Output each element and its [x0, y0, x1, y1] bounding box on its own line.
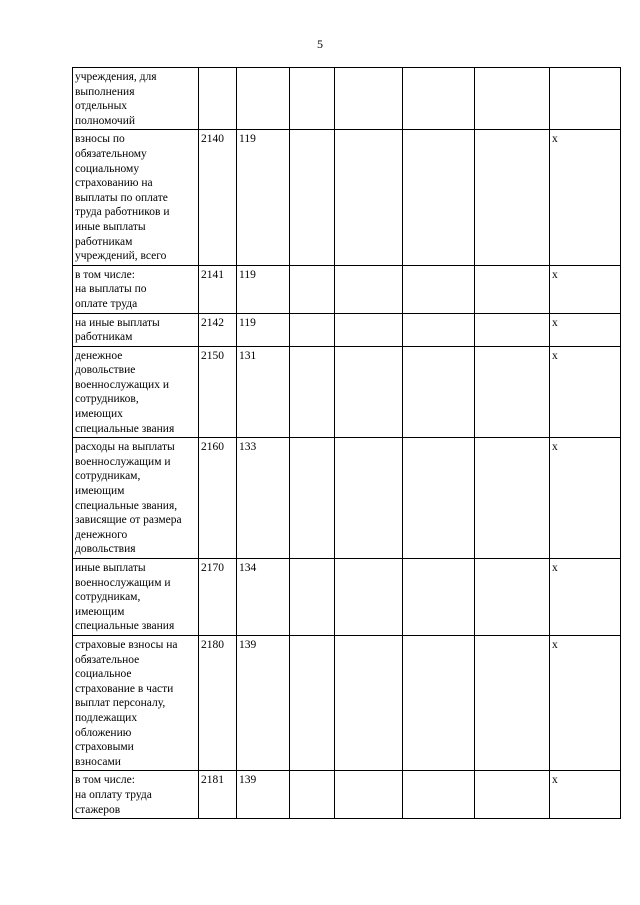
table-row: [73, 635, 621, 770]
row-name-line: взносы по: [75, 133, 125, 146]
row-name-line: страхованию на: [75, 177, 153, 190]
value-cell-4: [290, 313, 335, 346]
row-name-cell: [73, 265, 199, 313]
row-name-line: взносами: [75, 755, 121, 768]
value-cell-7: [475, 265, 550, 313]
row-name-line: имеющим: [75, 485, 125, 498]
row-name-line: военнослужащим и: [75, 576, 171, 589]
row-name-cell: [73, 635, 199, 770]
value-cell-8: [550, 68, 621, 130]
row-name-line: страхование в части: [75, 682, 174, 695]
row-name-cell: [73, 438, 199, 559]
row-name-line: социальному: [75, 162, 140, 175]
value-cell-6: [403, 771, 475, 819]
row-name-line: специальные звания: [75, 620, 175, 633]
value-cell-5: [335, 346, 403, 438]
line-code-cell: 2142: [199, 313, 237, 346]
value-cell-6: [403, 635, 475, 770]
row-name-line: страховыми: [75, 741, 134, 754]
value-cell-7: [475, 771, 550, 819]
row-name-cell: [73, 559, 199, 636]
value-cell-4: [290, 771, 335, 819]
value-cell-6: [403, 265, 475, 313]
value-cell-5: [335, 265, 403, 313]
page-number: 5: [317, 37, 323, 51]
budget-table: [72, 67, 621, 819]
value-cell-4: [290, 346, 335, 438]
row-name-line: выплаты по оплате: [75, 191, 168, 204]
value-cell-7: [475, 313, 550, 346]
row-name-line: военнослужащим и: [75, 455, 171, 468]
kbk-code-cell: 139: [237, 771, 290, 819]
value-cell-4: [290, 559, 335, 636]
table-row: [73, 313, 621, 346]
value-cell-8: x: [550, 346, 621, 438]
value-cell-5: [335, 68, 403, 130]
table-row: [73, 346, 621, 438]
value-cell-8: x: [550, 130, 621, 265]
row-name-line: работникам: [75, 235, 133, 248]
row-name-line: работникам: [75, 331, 133, 344]
value-cell-5: [335, 313, 403, 346]
line-code-cell: 2150: [199, 346, 237, 438]
value-cell-6: [403, 68, 475, 130]
value-cell-4: [290, 68, 335, 130]
value-cell-4: [290, 130, 335, 265]
value-cell-4: [290, 265, 335, 313]
row-name-line: на выплаты по: [75, 283, 147, 296]
value-cell-8: x: [550, 771, 621, 819]
row-name-line: полномочий: [75, 114, 135, 127]
row-name-line: сотрудникам,: [75, 470, 141, 483]
table-body: [73, 68, 621, 819]
value-cell-5: [335, 635, 403, 770]
row-name-line: довольствия: [75, 543, 136, 556]
kbk-code-cell: 131: [237, 346, 290, 438]
value-cell-5: [335, 438, 403, 559]
line-code-cell: 2160: [199, 438, 237, 559]
kbk-code-cell: 119: [237, 313, 290, 346]
row-name-line: сотрудников,: [75, 393, 139, 406]
line-code-cell: 2180: [199, 635, 237, 770]
row-name-line: выполнения: [75, 85, 135, 98]
line-code-cell: [199, 68, 237, 130]
row-name-line: денежного: [75, 528, 128, 541]
row-name-line: труда работников и: [75, 206, 170, 219]
kbk-code-cell: 139: [237, 635, 290, 770]
row-name-line: на иные выплаты: [75, 316, 160, 329]
table-row: [73, 265, 621, 313]
value-cell-6: [403, 346, 475, 438]
row-name-line: имеющих: [75, 408, 123, 421]
row-name-cell: [73, 346, 199, 438]
row-name-cell: [73, 313, 199, 346]
kbk-code-cell: 134: [237, 559, 290, 636]
value-cell-6: [403, 130, 475, 265]
row-name-line: на оплату труда: [75, 788, 152, 801]
kbk-code-cell: 133: [237, 438, 290, 559]
value-cell-8: x: [550, 265, 621, 313]
value-cell-4: [290, 438, 335, 559]
value-cell-5: [335, 771, 403, 819]
row-name-line: учреждений, всего: [75, 250, 167, 263]
row-name-line: сотрудникам,: [75, 591, 141, 604]
row-name-cell: [73, 771, 199, 819]
line-code-cell: 2181: [199, 771, 237, 819]
value-cell-6: [403, 438, 475, 559]
row-name-line: оплате труда: [75, 297, 138, 310]
value-cell-7: [475, 68, 550, 130]
table-row: [73, 559, 621, 636]
row-name-line: учреждения, для: [75, 71, 157, 83]
kbk-code-cell: 119: [237, 265, 290, 313]
value-cell-5: [335, 559, 403, 636]
line-code-cell: 2141: [199, 265, 237, 313]
value-cell-6: [403, 559, 475, 636]
row-name-line: расходы на выплаты: [75, 441, 175, 454]
kbk-code-cell: 119: [237, 130, 290, 265]
row-name-line: обязательное: [75, 653, 140, 666]
row-name-line: обложению: [75, 726, 132, 739]
value-cell-8: x: [550, 438, 621, 559]
row-name-line: подлежащих: [75, 711, 138, 724]
value-cell-7: [475, 559, 550, 636]
row-name-line: денежное: [75, 349, 123, 362]
value-cell-8: x: [550, 635, 621, 770]
row-name-line: специальные звания,: [75, 499, 178, 512]
value-cell-4: [290, 635, 335, 770]
row-name-line: обязательному: [75, 147, 147, 160]
value-cell-8: x: [550, 559, 621, 636]
kbk-code-cell: [237, 68, 290, 130]
row-name-line: выплат персоналу,: [75, 697, 166, 710]
row-name-line: отдельных: [75, 100, 128, 113]
row-name-line: военнослужащих и: [75, 378, 169, 391]
row-name-line: иные выплаты: [75, 220, 146, 233]
value-cell-7: [475, 346, 550, 438]
line-code-cell: 2140: [199, 130, 237, 265]
value-cell-7: [475, 438, 550, 559]
row-name-line: в том числе:: [75, 774, 135, 787]
table-row: [73, 771, 621, 819]
table-row: [73, 438, 621, 559]
row-name-cell: [73, 68, 199, 130]
row-name-line: имеющим: [75, 605, 125, 618]
value-cell-7: [475, 130, 550, 265]
value-cell-5: [335, 130, 403, 265]
value-cell-8: x: [550, 313, 621, 346]
row-name-line: иные выплаты: [75, 562, 146, 574]
row-name-cell: [73, 130, 199, 265]
row-name-line: зависящие от размера: [75, 514, 182, 527]
row-name-line: специальные звания: [75, 422, 175, 435]
row-name-line: социальное: [75, 668, 132, 681]
row-name-line: в том числе:: [75, 268, 135, 281]
row-name-line: страховые взносы на: [75, 638, 178, 651]
value-cell-6: [403, 313, 475, 346]
row-name-line: стажеров: [75, 803, 121, 816]
value-cell-7: [475, 635, 550, 770]
line-code-cell: 2170: [199, 559, 237, 636]
table-row: [73, 130, 621, 265]
row-name-line: довольствие: [75, 364, 136, 377]
table-row: [73, 68, 621, 130]
